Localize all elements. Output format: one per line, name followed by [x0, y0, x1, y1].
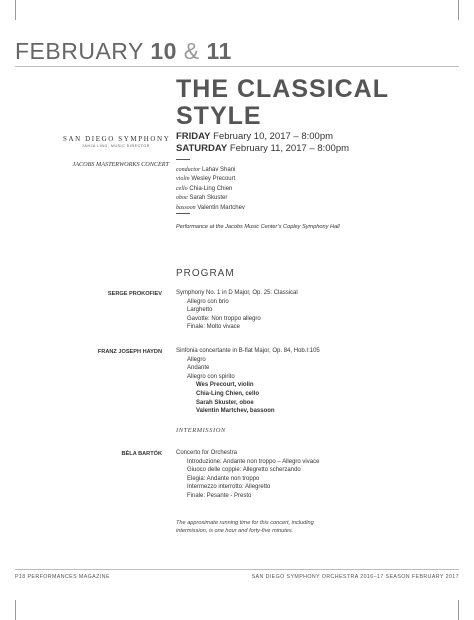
soloist: Chia-Ling Chien, cello [196, 390, 260, 397]
credit-line [176, 204, 245, 213]
program-work [176, 449, 319, 501]
day-2: 11 [206, 38, 232, 64]
crop-mark [458, 0, 459, 20]
crop-mark [458, 600, 459, 620]
movement: Allegro con brio [187, 298, 229, 305]
credit-name: Sarah Skuster [189, 195, 228, 202]
running-time-line: The approximate running time for this concert, including [176, 520, 314, 526]
crop-mark [15, 600, 16, 620]
footer-left: P18 PERFORMANCES MAGAZINE [15, 574, 110, 580]
credit-role: violin [176, 176, 190, 183]
footer-right: SAN DIEGO SYMPHONY ORCHESTRA 2016–17 SEASON FEBRUARY 2017 [251, 574, 459, 580]
running-time-note [176, 519, 356, 535]
performance-day: SATURDAY [176, 143, 228, 154]
movement: Gavotte: Non troppo allegro [187, 315, 261, 322]
credit-name: Lahav Shani [202, 167, 236, 173]
symphony-logo [63, 135, 169, 148]
performance-day: FRIDAY [176, 131, 211, 142]
composer-name: FRANZ JOSEPH HAYDN [97, 349, 162, 355]
program-heading: PROGRAM [176, 268, 235, 279]
credit-line [176, 175, 245, 184]
credit-name: Wesley Precourt [191, 176, 236, 183]
soloist: Valentin Martchev, bassoon [196, 408, 275, 415]
movement: Elegia: Andante non troppo [187, 475, 260, 482]
title-line-1: THE CLASSICAL [176, 75, 389, 103]
soloist: Wes Precourt, violin [196, 382, 254, 389]
ampersand: & [183, 38, 200, 64]
venue-note: Performance at the Jacobs Music Center’s Copley Symphony Hall [176, 224, 340, 230]
credit-name: Chia-Ling Chien [189, 185, 233, 192]
concert-title [176, 76, 389, 130]
credit-line [176, 166, 245, 175]
work-title: Sinfonia concertante in B-flat Major, Op. 84, Hob.I:105 [176, 348, 320, 354]
work-title: Concerto for Orchestra [176, 450, 238, 456]
day-1: 10 [150, 38, 177, 64]
movement: Allegro [187, 356, 206, 363]
header-divider [15, 66, 459, 67]
movement: Allegro con spirito [187, 373, 235, 380]
composer-name: BÉLA BARTÓK [121, 451, 162, 457]
credit-role: cello [176, 185, 188, 192]
performer-credits [176, 166, 245, 213]
movement: Introduzione: Andante non troppo – Allegro vivace [187, 458, 320, 465]
credit-name: Valentin Martchev [197, 204, 245, 211]
composer-name: SERGE PROKOFIEV [107, 291, 162, 297]
footer-divider [15, 569, 459, 570]
series-name: JACOBS MASTERWORKS CONCERT [72, 161, 169, 168]
section-rule [176, 213, 190, 214]
work-title: Symphony No. 1 in D Major, Op. 25: Classical [176, 290, 298, 296]
logo-tagline: JAHJA LING, MUSIC DIRECTOR [82, 144, 150, 148]
crop-mark [15, 0, 16, 20]
credit-role: conductor [176, 167, 201, 173]
performance-datetime: February 10, 2017 – 8:00pm [213, 131, 334, 142]
performance-date-2 [176, 143, 349, 154]
section-rule [176, 159, 190, 160]
credit-role: oboe [176, 195, 188, 202]
soloist: Sarah Skuster, oboe [196, 399, 254, 406]
movement: Intermezzo interrotto: Allegretto [187, 484, 271, 491]
program-work [176, 347, 320, 416]
intermission-label: INTERMISSION [176, 427, 226, 434]
movement: Finale: Pesante - Presto [187, 492, 252, 499]
performance-datetime: February 11, 2017 – 8:00pm [229, 143, 350, 154]
credit-line [176, 185, 245, 194]
logo-wordmark: SAN DIEGO SYMPHONY [63, 135, 171, 143]
month: FEBRUARY [15, 38, 144, 64]
date-header [15, 38, 232, 65]
movement: Finale: Molto vivace [187, 324, 241, 331]
performance-date-1 [176, 131, 333, 142]
title-line-2: STYLE [176, 102, 262, 130]
credit-line [176, 194, 245, 203]
credit-role: bassoon [176, 204, 196, 211]
movement: Giuoco delle coppie: Allegretto scherzando [187, 467, 301, 474]
movement: Larghetto [187, 307, 213, 314]
movement: Andante [187, 365, 210, 372]
program-work [176, 289, 298, 332]
running-time-line: intermission, is one hour and forty-five minutes. [176, 528, 294, 535]
